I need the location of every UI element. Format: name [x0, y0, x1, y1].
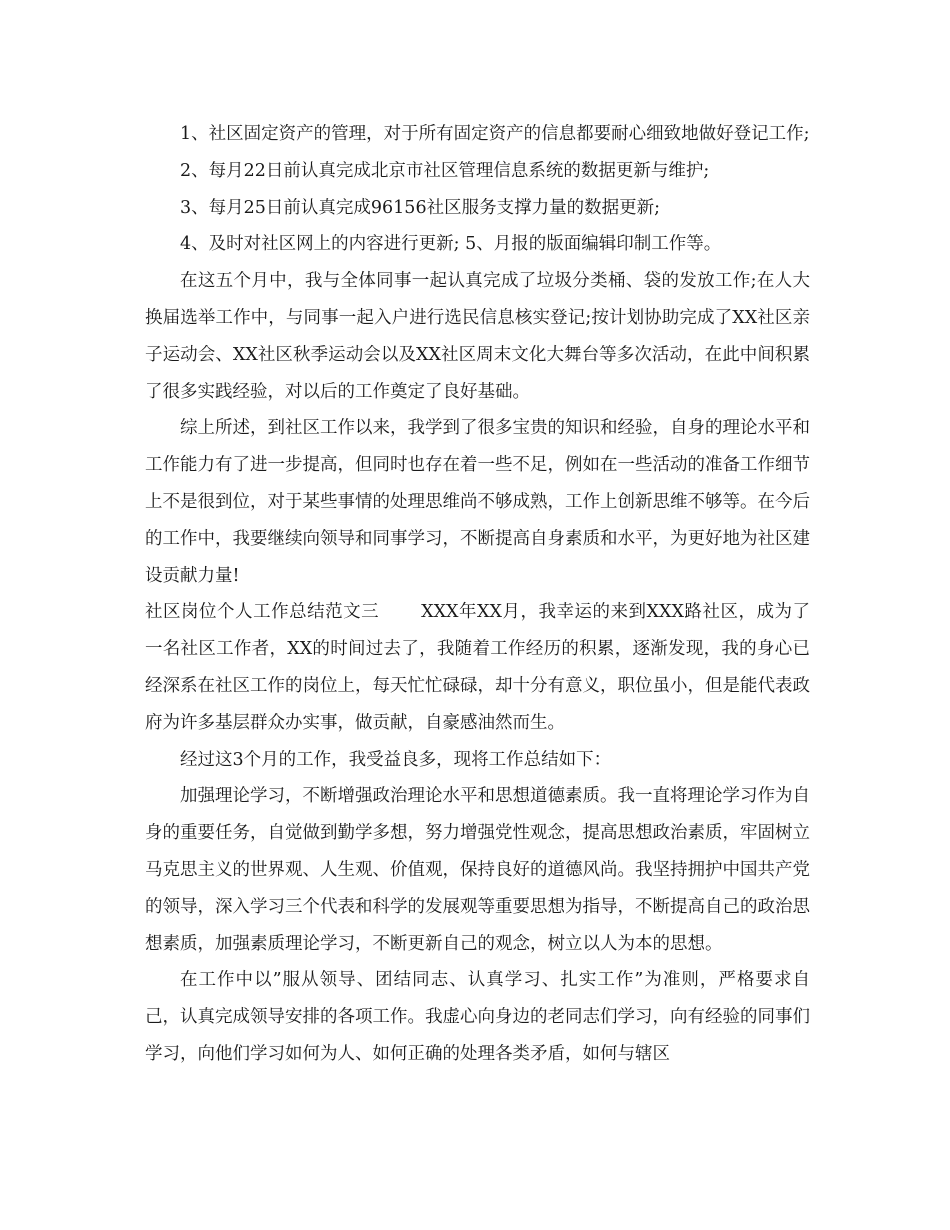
document-body: [145, 116, 810, 1073]
paragraph-summary: 综上所述，到社区工作以来，我学到了很多宝贵的知识和经验，自身的理论水平和工作能力有了进一步提高，但同时也存在着一些不足，例如在一些活动的准备工作细节上不是很到位，对于某些事情的处理思维尚不够成熟，工作上创新思维不够等。在今后的工作中，我要继续向领导和同事学习，不断提高自身素质和水平，为更好地为社区建设贡献力量!: [145, 418, 810, 586]
section-paragraph: [145, 594, 810, 741]
paragraph-item-2: 2、每月22日前认真完成北京市社区管理信息系统的数据更新与维护;: [180, 160, 710, 181]
paragraph-theory-study: 加强理论学习，不断增强政治理论水平和思想道德素质。我一直将理论学习作为自身的重要任务，自觉做到勤学多想，努力增强党性观念，提高思想政治素质，牢固树立马克思主义的世界观、人生观、价值观，保持良好的道德风尚。我坚持拥护中国共产党的领导，深入学习三个代表和科学的发展观等重要思想为指导，不断提高自己的政治思想素质，加强素质理论学习，不断更新自己的观念，树立以人为本的思想。: [145, 786, 810, 954]
paragraph-item-4: 4、及时对社区网上的内容进行更新; 5、月报的版面编辑印制工作等。: [180, 234, 722, 255]
paragraph-item-3: 3、每月25日前认真完成96156社区服务支撑力量的数据更新;: [180, 197, 660, 218]
paragraph-item-1: 1、社区固定资产的管理，对于所有固定资产的信息都要耐心细致地做好登记工作;: [180, 124, 810, 144]
paragraph-three-months: 经过这3个月的工作，我受益良多，现将工作总结如下：: [180, 749, 612, 770]
section-title: 社区岗位个人工作总结范文三: [145, 602, 380, 623]
section-text: XXX年XX月，我幸运的来到XXX路社区，成为了一名社区工作者，XX的时间过去了，我随着工作经历的积累，逐渐发现，我的身心已经深系在社区工作的岗位上，每天忙忙碌碌，却十分有意义，职位虽小，但是能代表政府为许多基层群众办实事，做贡献，自豪感油然而生。: [145, 602, 810, 733]
paragraph-five-months: 在这五个月中，我与全体同事一起认真完成了垃圾分类桶、袋的发放工作;在人大换届选举工作中，与同事一起入户进行选民信息核实登记;按计划协助完成了XX社区亲子运动会、XX社区秋季运动会以及XX社区周末文化大舞台等多次活动，在此中间积累了很多实践经验，对以后的工作奠定了良好基础。: [145, 271, 810, 402]
paragraph-work-principles: 在工作中以”服从领导、团结同志、认真学习、扎实工作”为准则，严格要求自己，认真完成领导安排的各项工作。我虚心向身边的老同志们学习，向有经验的同事们学习，向他们学习如何为人、如何正确的处理各类矛盾，如何与辖区: [145, 970, 810, 1064]
